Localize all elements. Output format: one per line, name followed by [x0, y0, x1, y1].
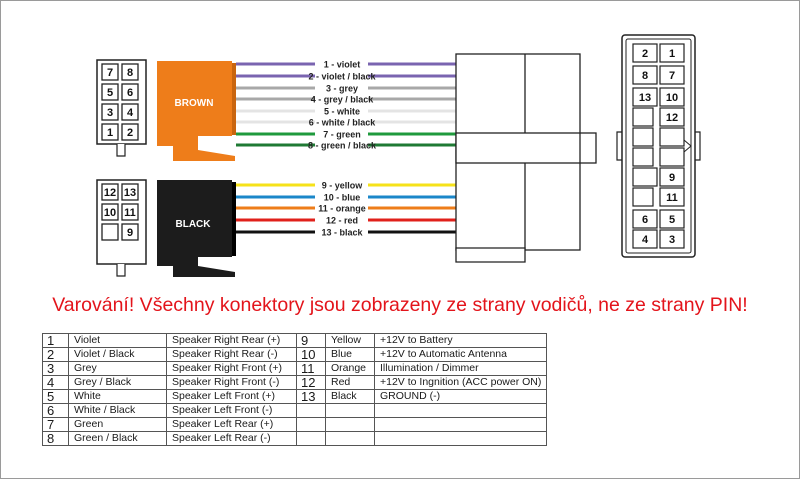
pin-number: 10 — [103, 207, 117, 219]
brown-connector — [157, 61, 236, 161]
pin-number-cell: 2 — [43, 348, 69, 362]
socket-pin-number: 12 — [665, 112, 679, 124]
black-connector-label: BLACK — [175, 219, 211, 230]
black-pin-grid — [97, 180, 146, 276]
wire-color-cell: Orange — [326, 362, 375, 376]
wire-label: 6 - white / black — [308, 117, 376, 128]
table-row — [43, 334, 547, 348]
wire-label: 2 - violet / black — [308, 71, 376, 82]
wire-color-cell: Grey — [69, 362, 167, 376]
wire-color-cell: Black — [326, 390, 375, 404]
wire-color-cell — [326, 404, 375, 418]
socket-pin-cell — [633, 148, 653, 166]
pin-function-cell — [375, 432, 547, 446]
pin-number: 6 — [126, 87, 134, 99]
pin-number: 2 — [126, 127, 134, 139]
pin-number-cell: 11 — [297, 362, 326, 376]
pin-function-cell: GROUND (-) — [375, 390, 547, 404]
socket-pin-cell — [660, 148, 684, 166]
wire-label: 5 - white — [323, 106, 361, 117]
socket-pin-number: 11 — [666, 192, 678, 204]
pin-number-cell: 13 — [297, 390, 326, 404]
pin-number: 13 — [123, 187, 137, 199]
black-connector — [157, 180, 236, 277]
pin-function-cell: +12V to Ingnition (ACC power ON) — [375, 376, 547, 390]
pin-number: 8 — [126, 67, 134, 79]
wire-label: 12 - red — [325, 215, 359, 226]
iso-plug-side-view — [456, 54, 596, 262]
brown-connector-label: BROWN — [174, 98, 214, 109]
pin-cell — [102, 224, 118, 240]
pin-number-cell — [297, 432, 326, 446]
pin-number-cell: 9 — [297, 334, 326, 348]
socket-pin-number: 5 — [668, 214, 676, 226]
pin-function-cell: +12V to Automatic Antenna — [375, 348, 547, 362]
wire-label: 3 - grey — [325, 83, 359, 94]
pin-number-cell: 12 — [297, 376, 326, 390]
socket-pin-number: 10 — [665, 92, 679, 104]
socket-pin-cell — [660, 128, 684, 146]
pin-number-cell: 7 — [43, 418, 69, 432]
wire-color-cell: Green — [69, 418, 167, 432]
pin-number: 5 — [106, 87, 114, 99]
wire-color-cell — [326, 418, 375, 432]
socket-pin-number: 13 — [638, 92, 652, 104]
pin-function-cell: Speaker Right Rear (-) — [167, 348, 297, 362]
wire-color-cell: Green / Black — [69, 432, 167, 446]
pin-function-cell — [375, 404, 547, 418]
pin-number-cell: 8 — [43, 432, 69, 446]
pin-number: 7 — [106, 67, 114, 79]
table-row — [43, 432, 547, 446]
wire-color-cell: Grey / Black — [69, 376, 167, 390]
wire-color-cell: Violet / Black — [69, 348, 167, 362]
pin-function-cell: Speaker Left Rear (-) — [167, 432, 297, 446]
pin-function-cell: Illumination / Dimmer — [375, 362, 547, 376]
pin-function-cell: Speaker Left Rear (+) — [167, 418, 297, 432]
table-row — [43, 418, 547, 432]
socket-pin-cell — [633, 168, 657, 186]
pin-number-cell — [297, 418, 326, 432]
wire-color-cell: White / Black — [69, 404, 167, 418]
brown-pin-grid — [97, 60, 146, 156]
table-row — [43, 376, 547, 390]
socket-pin-number: 4 — [641, 234, 649, 246]
socket-pin-cell — [633, 108, 653, 126]
pin-number-cell: 10 — [297, 348, 326, 362]
wire-color-cell: Yellow — [326, 334, 375, 348]
pin-number: 4 — [126, 107, 134, 119]
socket-pin-cell — [633, 188, 653, 206]
pin-number-cell: 4 — [43, 376, 69, 390]
pin-assignment-table — [42, 333, 547, 446]
pin-function-cell: Speaker Left Front (-) — [167, 404, 297, 418]
table-row — [43, 348, 547, 362]
table-row — [43, 390, 547, 404]
pin-function-cell — [375, 418, 547, 432]
socket-pin-number: 1 — [668, 48, 676, 60]
pin-number-cell: 3 — [43, 362, 69, 376]
iso-socket-front-view — [617, 35, 700, 257]
socket-pin-number: 7 — [668, 70, 676, 82]
pin-number-cell: 5 — [43, 390, 69, 404]
table-row — [43, 362, 547, 376]
pin-function-cell: Speaker Left Front (+) — [167, 390, 297, 404]
pin-number-cell: 6 — [43, 404, 69, 418]
wire-label: 9 - yellow — [321, 180, 363, 191]
pin-function-cell: Speaker Right Rear (+) — [167, 334, 297, 348]
pin-function-cell: +12V to Battery — [375, 334, 547, 348]
warning-message: Varování! Všechny konektory jsou zobrazeny ze strany vodičů, ne ze strany PIN! — [52, 294, 748, 316]
socket-pin-number: 9 — [668, 172, 676, 184]
wire-label: 13 - black — [321, 227, 363, 238]
socket-pin-number: 6 — [641, 214, 649, 226]
socket-pin-number: 3 — [668, 234, 676, 246]
pin-number: 12 — [103, 187, 117, 199]
wire-label: 11 - orange — [318, 203, 366, 214]
wire-label: 10 - blue — [323, 192, 361, 203]
wire-label: 8 - green / black — [307, 140, 377, 151]
pin-number-cell: 1 — [43, 334, 69, 348]
socket-pin-number: 2 — [641, 48, 649, 60]
wire-label: 4 - grey / black — [310, 94, 374, 105]
table-row — [43, 404, 547, 418]
pin-number-cell — [297, 404, 326, 418]
pin-function-cell: Speaker Right Front (+) — [167, 362, 297, 376]
pin-number: 11 — [124, 207, 136, 219]
wire-label: 1 - violet — [323, 59, 361, 70]
socket-pin-number: 8 — [641, 70, 649, 82]
wire-color-cell — [326, 432, 375, 446]
pin-number: 1 — [106, 127, 114, 139]
wire-color-cell: Blue — [326, 348, 375, 362]
pin-number: 9 — [126, 227, 134, 239]
wire-color-cell: Red — [326, 376, 375, 390]
wire-label: 7 - green — [323, 129, 361, 140]
wire-color-cell: White — [69, 390, 167, 404]
pin-number: 3 — [106, 107, 114, 119]
pin-function-cell: Speaker Right Front (-) — [167, 376, 297, 390]
wire-color-cell: Violet — [69, 334, 167, 348]
socket-pin-cell — [633, 128, 653, 146]
wire-bundle — [236, 60, 456, 238]
